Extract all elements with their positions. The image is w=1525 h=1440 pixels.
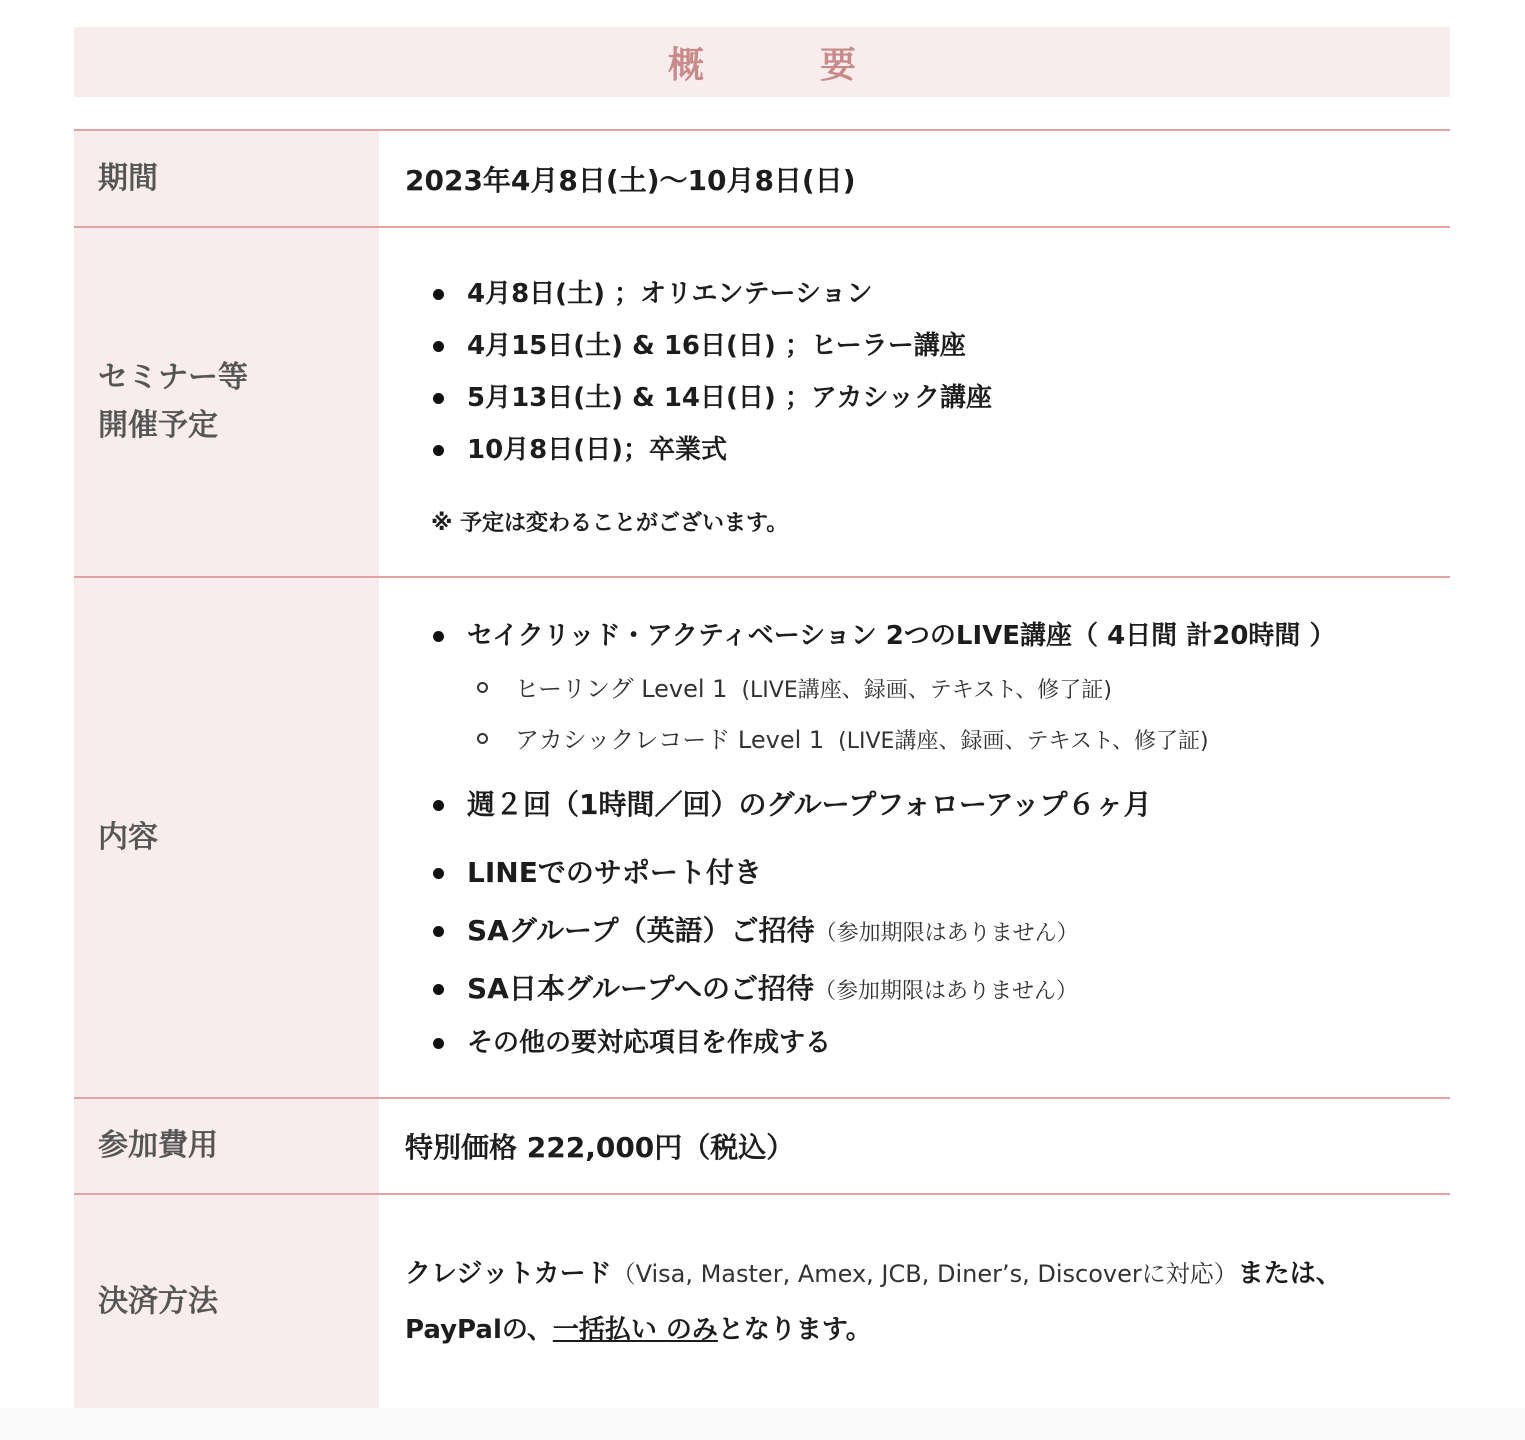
fee-row [74,1099,1450,1195]
payment-line-2 [405,1302,1450,1358]
content-item-note: （参加期限はありません） [814,978,1079,1004]
period-label: 期間 [74,131,379,226]
fee-value: 特別価格 222,000円（税込） [405,1131,795,1164]
schedule-note: ※ 予定は変わることがございます。 [431,510,789,536]
period-value-cell [379,131,1450,226]
fee-label: 参加費用 [74,1099,379,1193]
payment-line-1 [405,1246,1450,1302]
payment-card: クレジットカード [405,1259,612,1289]
payment-lump-sum: 一括払い のみ [552,1315,718,1345]
content-item-text: SAグループ（英語）ご招待 [467,913,815,947]
content-item [429,902,1450,960]
content-label: 内容 [74,578,379,1097]
period-value: 2023年4月8日(土)〜10月8日(日) [405,163,856,197]
content-item [429,960,1450,1018]
schedule-item: 5月13日(土) & 14日(日) ；アカシック講座 [429,372,1450,424]
subitem-note: (LIVE講座、録画、テキスト、修了証) [741,677,1112,703]
payment-tail: となります。 [717,1315,872,1345]
payment-row [74,1195,1450,1411]
page-bottom [0,1408,1525,1440]
content-item [429,608,1450,664]
content-item-note: （参加期限はありません） [814,920,1079,946]
period-row [74,131,1450,228]
content-row [74,578,1450,1099]
schedule-label: セミナー等 開催予定 [74,228,379,576]
schedule-row [74,228,1450,578]
page-title: 概 要 [667,44,896,86]
content-subitem [477,715,1450,766]
subitem-note: (LIVE講座、録画、テキスト、修了証) [838,728,1209,754]
payment-paypal: PayPalの、 [405,1315,553,1345]
content-subitem [477,664,1450,715]
schedule-item: 10月8日(日)；卒業式 [429,424,1450,476]
subitem-text: ヒーリング Level 1 [515,674,728,703]
overview-table [74,129,1450,1411]
section-header [74,27,1450,97]
content-item: その他の要対応項目を作成する [429,1018,1450,1068]
content-item-text: SA日本グループへのご招待 [467,971,815,1005]
content-item-text: セイクリッド・アクティベーション 2つのLIVE講座（ 4日間 計20時間 ） [467,620,1336,651]
payment-value-cell [379,1195,1450,1409]
schedule-list [405,268,1450,476]
payment-or: または、 [1237,1259,1342,1289]
content-item: LINEでのサポート付き [429,844,1450,902]
content-sublist [405,664,1450,766]
content-list-2 [405,766,1450,1068]
schedule-value-cell [379,228,1450,576]
fee-value-cell [379,1099,1450,1193]
content-value-cell [379,578,1450,1097]
schedule-item: 4月15日(土) & 16日(日) ；ヒーラー講座 [429,320,1450,372]
payment-cards-note: （Visa, Master, Amex, JCB, Diner’s, Discoverに対応） [611,1260,1238,1288]
content-list [405,608,1450,664]
subitem-text: アカシックレコード Level 1 [515,725,825,754]
schedule-item: 4月8日(土) ；オリエンテーション [429,268,1450,320]
content-item: 週２回（1時間／回）のグループフォローアップ６ヶ月 [429,766,1450,844]
payment-label: 決済方法 [74,1195,379,1409]
